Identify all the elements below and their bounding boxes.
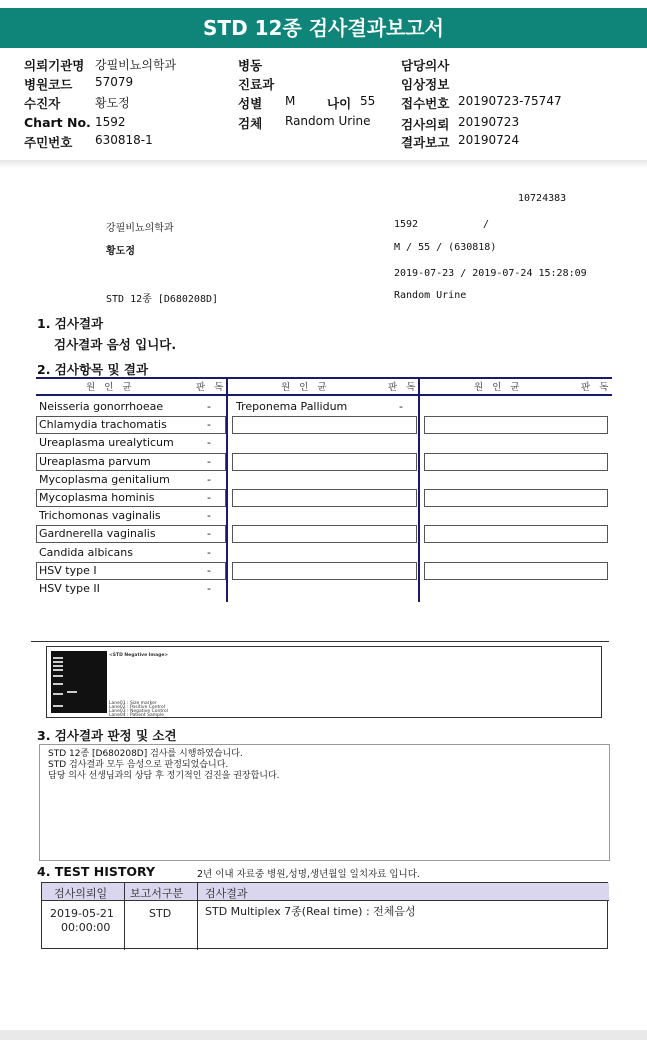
col-report-type: 보고서구분 <box>130 887 184 900</box>
bottom-bar <box>0 1030 647 1040</box>
pathogen-name: Ureaplasma urealyticum <box>39 436 174 450</box>
sex-label: 성별 <box>238 96 263 111</box>
dept-label: 진료과 <box>238 77 275 92</box>
print-sex-age: M / 55 / (630818) <box>394 242 497 253</box>
request-value: 20190723 <box>458 115 520 129</box>
section1-title: 1. 검사결과 <box>37 316 104 331</box>
result-table <box>36 377 612 602</box>
result-cell-box <box>424 562 608 580</box>
age-value: 55 <box>360 94 376 108</box>
sex-value: M <box>285 94 296 108</box>
print-patient: 황도정 <box>106 246 135 257</box>
pathogen-result: - <box>207 563 211 577</box>
history-note: 2년 이내 자료중 병원,성명,생년월일 일치자료 입니다. <box>197 869 420 880</box>
print-chart: 1592 <box>394 219 419 230</box>
clinical-label: 임상정보 <box>401 77 450 92</box>
result-summary: 검사결과 음성 입니다. <box>54 337 177 352</box>
result-cell-box <box>232 489 417 507</box>
pathogen-name: HSV type I <box>39 563 97 577</box>
pathogen-result: - <box>207 418 211 432</box>
pathogen-name: Chlamydia trachomatis <box>39 418 167 432</box>
print-specimen: Random Urine <box>394 290 467 301</box>
specimen-value: Random Urine <box>285 114 371 128</box>
age-label: 나이 <box>327 96 352 111</box>
col-pathogen-2: 원 인 균 <box>281 382 330 393</box>
print-test: STD 12종 [D680208D] <box>106 294 219 305</box>
institution-label: 의뢰기관명 <box>24 58 85 73</box>
hospital-code-label: 병원코드 <box>24 77 73 92</box>
result-cell-box <box>424 453 608 471</box>
pathogen-result: - <box>207 472 211 486</box>
result-cell-box <box>424 416 608 434</box>
receipt-value: 20190723-75747 <box>458 94 562 108</box>
report-label: 결과보고 <box>401 135 450 150</box>
pathogen-name: Mycoplasma hominis <box>39 491 155 504</box>
opinion-box <box>39 744 610 861</box>
gel-legend-1: Lane01 : Size marker <box>109 701 157 706</box>
section3-title: 3. 검사결과 판정 및 소견 <box>37 728 177 743</box>
report-value: 20190724 <box>458 133 520 147</box>
pathogen-result: - <box>207 436 211 450</box>
pathogen-name: Trichomonas vaginalis <box>39 509 161 523</box>
gel-caption: <STD Negative Image> <box>109 653 169 658</box>
pathogen-result: - <box>207 509 211 523</box>
receipt-label: 접수번호 <box>401 96 450 111</box>
print-dates: 2019-07-23 / 2019-07-24 15:28:09 <box>394 268 587 279</box>
institution-value: 강필비뇨의학과 <box>95 58 177 72</box>
doctor-label: 담당의사 <box>401 58 450 73</box>
specimen-label: 검체 <box>238 116 263 131</box>
pathogen-result: - <box>207 545 211 559</box>
history-time: 00:00:00 <box>61 921 111 934</box>
pathogen-name: Gardnerella vaginalis <box>39 527 156 541</box>
gel-legend-4: Lane04 : Patient Sample <box>109 713 164 718</box>
print-slash: / <box>483 219 490 230</box>
header-separator <box>0 160 647 168</box>
pathogen-result: - <box>207 400 211 413</box>
result-cell-box <box>232 525 417 543</box>
opinion-line-1: STD 12종 [D680208D] 검사를 시행하였습니다. <box>48 749 243 759</box>
pathogen-name: HSV type II <box>39 582 100 595</box>
pathogen-name: Ureaplasma parvum <box>39 454 151 468</box>
result-cell-box <box>424 525 608 543</box>
opinion-line-3: 담당 의사 선생님과의 상담 후 정기적인 검진을 권장합니다. <box>48 771 280 781</box>
pathogen-name: Treponema Pallidum <box>236 400 348 413</box>
patient-info-header <box>0 54 647 154</box>
print-institution: 강필비뇨의학과 <box>106 223 174 234</box>
gel-legend-3: Lane03 : Negative Control <box>109 709 168 714</box>
pathogen-result: - <box>207 491 211 504</box>
col-result-3: 판 독 <box>581 382 612 393</box>
test-history-table <box>41 882 608 949</box>
chart-value: 1592 <box>95 115 126 129</box>
col-request-date: 검사의뢰일 <box>54 887 108 900</box>
col-result-2: 판 독 <box>388 382 419 393</box>
rrn-value: 630818-1 <box>95 133 153 147</box>
ward-label: 병동 <box>238 58 263 73</box>
col-pathogen-3: 원 인 균 <box>474 382 523 393</box>
pathogen-result: - <box>207 527 211 541</box>
result-cell-box <box>232 416 417 434</box>
pathogen-result: - <box>207 582 211 595</box>
pathogen-name: Neisseria gonorrhoeae <box>39 400 164 413</box>
history-type: STD <box>149 907 172 920</box>
report-title: STD 12종 검사결과보고서 <box>0 8 647 48</box>
section2-title: 2. 검사항목 및 결과 <box>37 362 149 377</box>
gel-legend-2: Lane02 : Positive Control <box>109 705 166 710</box>
col-pathogen-1: 원 인 균 <box>86 382 135 393</box>
gel-image <box>46 646 602 718</box>
divider <box>31 641 609 642</box>
patient-value: 황도정 <box>95 96 130 110</box>
request-label: 검사의뢰 <box>401 117 450 132</box>
result-cell-box <box>232 453 417 471</box>
print-code: 10724383 <box>518 193 567 204</box>
col-test-result: 검사결과 <box>205 887 248 900</box>
hospital-code-value: 57079 <box>95 75 134 89</box>
chart-label: Chart No. <box>24 115 91 130</box>
pathogen-result: - <box>399 400 403 413</box>
opinion-line-2: STD 검사결과 모두 음성으로 판정되었습니다. <box>48 760 229 770</box>
pathogen-name: Candida albicans <box>39 545 133 559</box>
result-cell-box <box>424 489 608 507</box>
history-result: STD Multiplex 7종(Real time) : 전체음성 <box>205 905 416 918</box>
pathogen-name: Mycoplasma genitalium <box>39 472 170 486</box>
section4-title: 4. TEST HISTORY <box>37 864 156 879</box>
result-cell-box <box>232 562 417 580</box>
rrn-label: 주민번호 <box>24 135 73 150</box>
gel-electrophoresis-image <box>51 651 107 713</box>
patient-label: 수진자 <box>24 96 61 111</box>
pathogen-result: - <box>207 454 211 468</box>
history-date: 2019-05-21 <box>50 907 114 920</box>
col-result-1: 판 독 <box>196 382 227 393</box>
